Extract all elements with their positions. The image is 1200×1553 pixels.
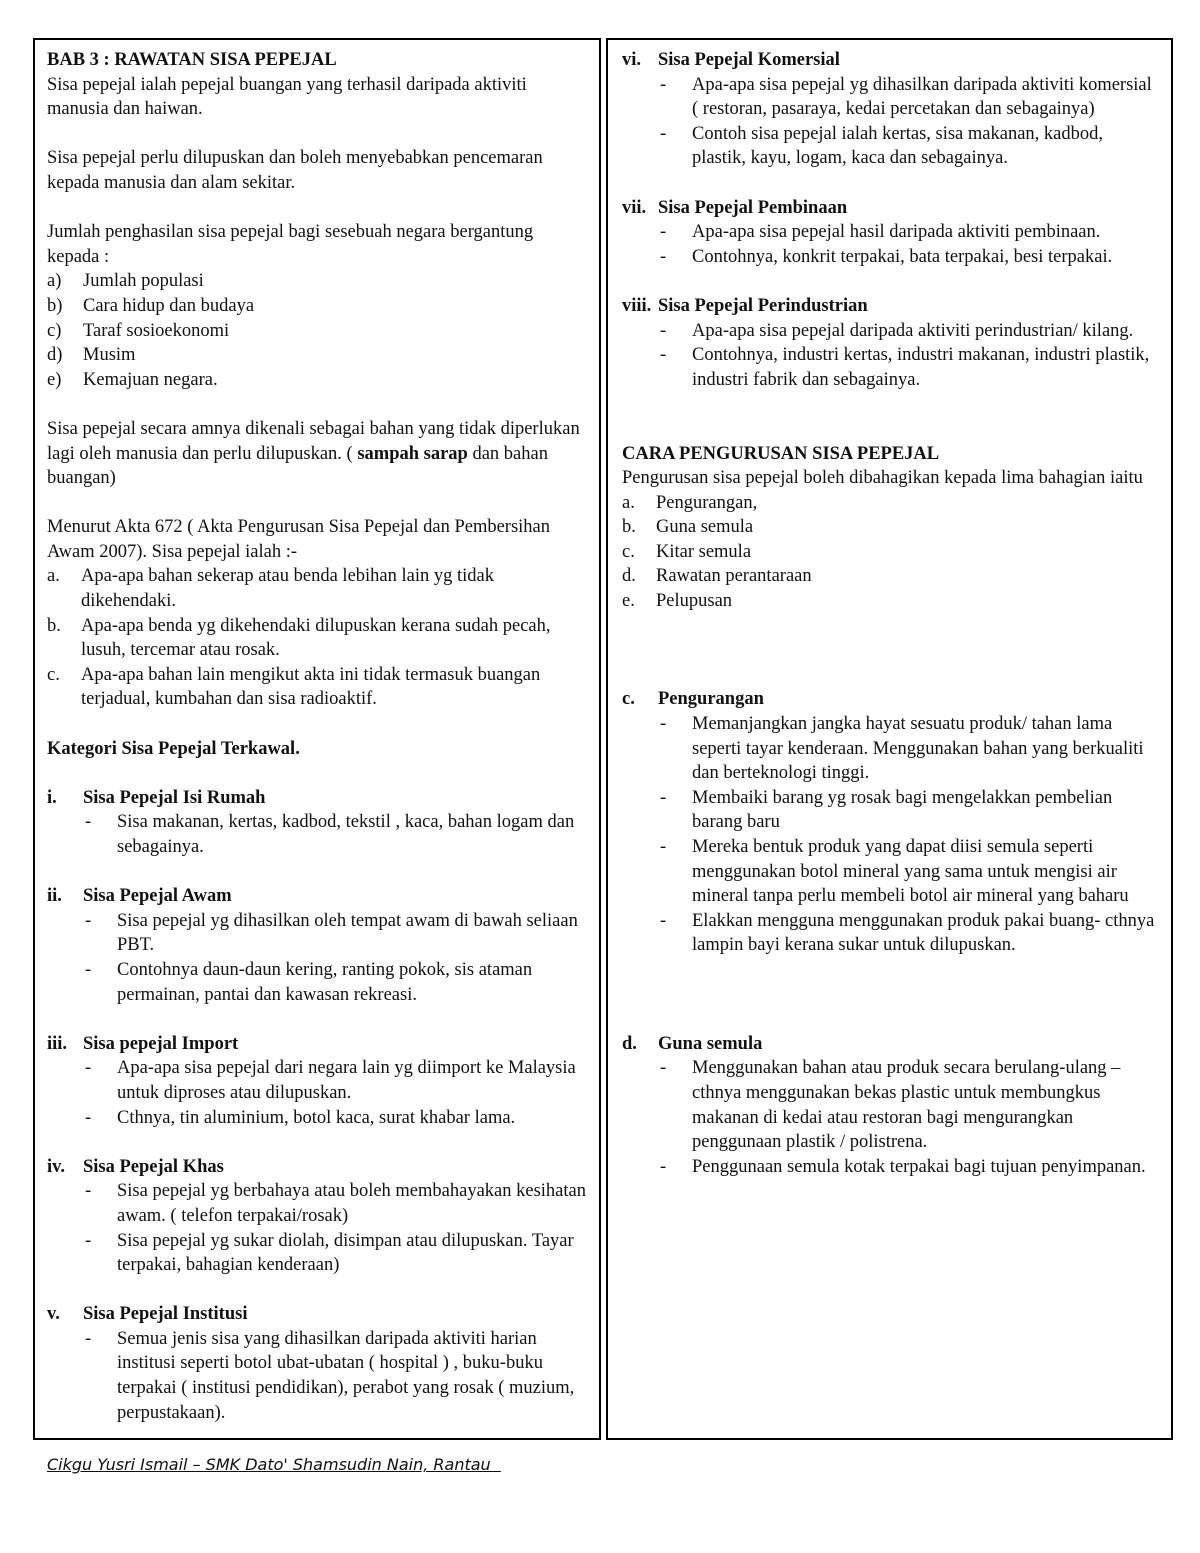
category-heading: iv. Sisa Pepejal Khas [47,1156,224,1177]
category-heading: vii. Sisa Pepejal Pembinaan [622,197,848,218]
disposal-paragraph: Sisa pepejal perlu dilupuskan dan boleh menyebabkan pencemaran kepada manusia dan alam sekitar. [47,148,543,193]
list-item: b) Cara hidup dan budaya [47,295,255,316]
list-item: - Semua jenis sisa yang dihasilkan daripada aktiviti harian institusi seperti botol ubat-ubatan ( hospital ) , buku-buku terpakai ( institusi pendidikan), perabot yang rosak ( muzium, perpustakaan). [85,1328,575,1423]
category-heading: viii. Sisa Pepejal Perindustrian [622,295,868,316]
list-item: - Cthnya, tin aluminium, botol kaca, surat khabar lama. [85,1107,516,1128]
general-definition-paragraph: Sisa pepejal secara amnya dikenali sebagai bahan yang tidak diperlukan lagi oleh manusia dan perlu dilupuskan. ( sampah sarap dan bahan buangan) [47,418,580,489]
category-heading: iii. Sisa pepejal Import [47,1033,239,1054]
list-item: - Apa-apa sisa pepejal daripada aktiviti perindustrian/ kilang. [660,320,1134,341]
category-heading: i. Sisa Pepejal Isi Rumah [47,787,266,808]
left-column [33,38,601,1440]
category-heading: vi. Sisa Pepejal Komersial [622,50,840,70]
list-item: - Contohnya, industri kertas, industri makanan, industri plastik, industri fabrik dan sebagainya. [660,345,1150,390]
right-column [606,38,1173,1440]
kategori-heading: Kategori Sisa Pepejal Terkawal. [47,738,300,759]
list-item: - Contohnya daun-daun kering, ranting pokok, sis ataman permainan, pantai dan kawasan rekreasi. [85,959,533,1005]
list-item: - Memanjangkan jangka hayat sesuatu produk/ tahan lama seperti tayar kenderaan. Menggunakan bahan yang berkualiti dan berteknologi tinggi. [660,714,1144,784]
category-items [83,1056,587,1130]
category-heading: v. Sisa Pepejal Institusi [47,1304,248,1325]
list-item: a. Apa-apa bahan sekerap atau benda lebihan lain yg tidak dikehendaki. [47,566,494,612]
akta-list [47,564,587,712]
section-heading: d. Guna semula [622,1033,763,1054]
list-item: - Contohnya, konkrit terpakai, bata terpakai, besi terpakai. [660,246,1113,267]
list-item: - Penggunaan semula kotak terpakai bagi tujuan penyimpanan. [660,1156,1146,1177]
cara-list [622,491,1159,614]
list-item: d) Musim [47,345,136,366]
cara-heading: CARA PENGURUSAN SISA PEPEJAL [622,443,940,464]
list-item: - Apa-apa sisa pepejal hasil daripada aktiviti pembinaan. [660,222,1101,243]
list-item: - Mereka bentuk produk yang dapat diisi semula seperti menggunakan botol mineral yang sama untuk mengisi air mineral tanpa perlu membeli botol air mineral yang baharu [660,837,1129,907]
list-item: a) Jumlah populasi [47,271,204,292]
category-items [658,73,1159,171]
category-items [658,319,1159,393]
list-item: - Sisa pepejal yg berbahaya atau boleh membahayakan kesihatan awam. ( telefon terpakai/rosak) [85,1181,586,1226]
list-item: c. Apa-apa bahan lain mengikut akta ini tidak termasuk buangan terjadual, kumbahan dan sisa radioaktif. [47,664,541,710]
list-item: e) Kemajuan negara. [47,369,218,390]
category-items [83,909,587,1007]
category-items [83,1179,587,1277]
definition-paragraph: Sisa pepejal ialah pepejal buangan yang terhasil daripada aktiviti manusia dan haiwan. [47,74,527,120]
section-items [658,712,1159,958]
list-item: - Apa-apa sisa pepejal yg dihasilkan daripada aktiviti komersial ( restoran, pasaraya, kedai percetakan dan sebagainya) [660,74,1152,120]
category-items [83,1327,587,1425]
factors-list [47,269,587,392]
list-item: c) Taraf sosioekonomi [47,320,230,341]
page-title: BAB 3 : RAWATAN SISA PEPEJAL [47,50,337,70]
section-items [658,1056,1159,1179]
list-item: - Membaiki barang yg rosak bagi mengelakkan pembelian barang baru [660,787,1113,833]
akta-intro: Menurut Akta 672 ( Akta Pengurusan Sisa Pepejal dan Pembersihan Awam 2007). Sisa pepejal ialah :- [47,517,551,562]
list-item: - Elakkan mengguna menggunakan produk pakai buang- cthnya lampin bayi kerana sukar untuk dilupuskan. [660,910,1155,956]
list-item: e. Pelupusan [622,591,733,612]
category-items [83,810,587,859]
list-item: - Contoh sisa pepejal ialah kertas, sisa makanan, kadbod, plastik, kayu, logam, kaca dan sebagainya. [660,123,1104,169]
category-heading: ii. Sisa Pepejal Awam [47,886,232,907]
list-item: c. Kitar semula [622,541,752,562]
list-item: - Menggunakan bahan atau produk secara berulang-ulang – cthnya menggunakan bekas plastic untuk membungkus makanan di kedai atau restoran bagi mengurangkan penggunaan plastik / polistrena. [660,1058,1121,1153]
list-item: - Sisa pepejal yg dihasilkan oleh tempat awam di bawah seliaan PBT. [85,910,578,956]
list-item: - Sisa pepejal yg sukar diolah, disimpan atau dilupuskan. Tayar terpakai, bahagian kenderaan) [85,1230,574,1276]
list-item: - Sisa makanan, kertas, kadbod, tekstil , kaca, bahan logam dan sebagainya. [85,812,575,857]
list-item: a. Pengurangan, [622,492,758,513]
list-item: b. Guna semula [622,517,754,538]
cara-intro: Pengurusan sisa pepejal boleh dibahagikan kepada lima bahagian iaitu [622,468,1143,489]
section-heading: c. Pengurangan [622,689,764,710]
category-items [658,220,1159,269]
list-item: - Apa-apa sisa pepejal dari negara lain yg diimport ke Malaysia untuk diproses atau dilupuskan. [85,1058,576,1103]
footer-credit: Cikgu Yusri Ismail – SMK Dato' Shamsudin Nain, Rantau [47,1455,501,1474]
list-item: b. Apa-apa benda yg dikehendaki dilupuskan kerana sudah pecah, lusuh, tercemar atau rosak. [47,615,551,661]
list-item: d. Rawatan perantaraan [622,566,812,587]
factors-intro: Jumlah penghasilan sisa pepejal bagi sesebuah negara bergantung kepada : [47,222,534,267]
